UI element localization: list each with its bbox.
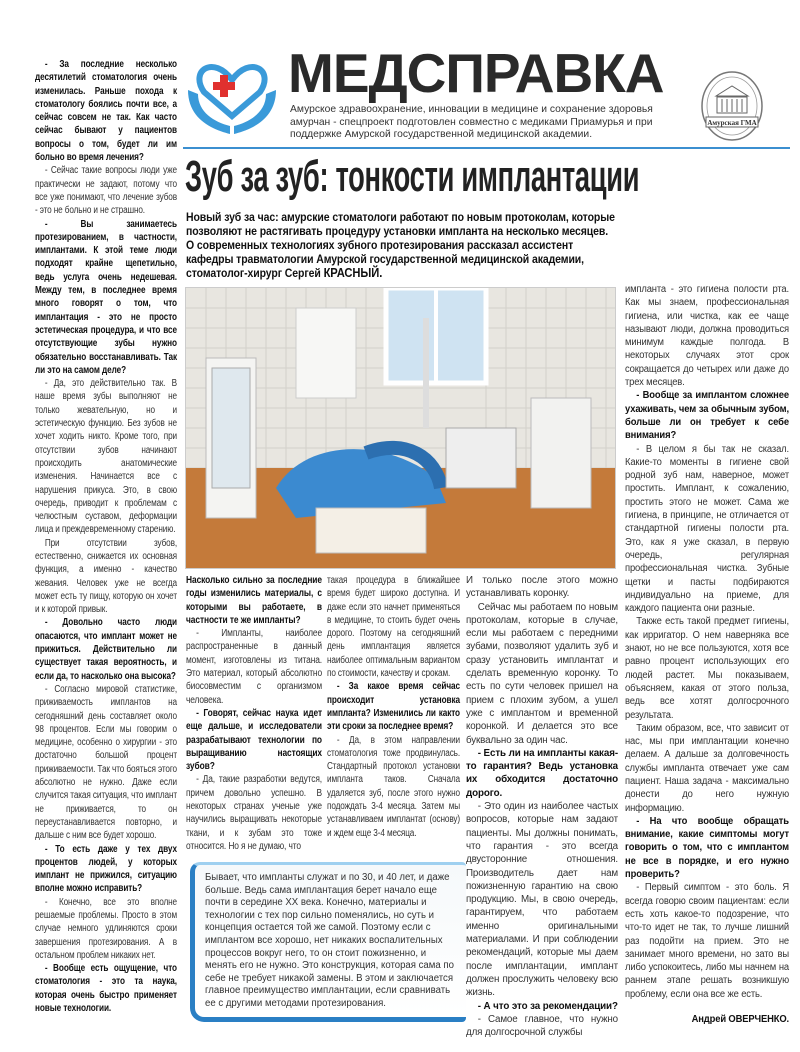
column-a [186,574,322,853]
interview-question: - Вы занимаетесь протезированием, в частности, имплантами. К этой теме люди подходят крайне щепетильно, ведь услуга очень недешевая. Между тем, в последнее время много говорят о том, что имплантация - это не просто эстетическая процедура, и что все отсутствующие зубы нужно обязательно восстанавливать. Так ли это на самом деле? [35,218,177,376]
interview-question: - То есть даже у тех двух процентов людей, у которых имплант не прижился, ситуацию вполне можно исправить? [35,843,177,895]
interview-answer: - Первый симптом - это боль. Я всегда говорю своим пациентам: если есть хоть какое-то подозрение, что что-то идет не так, то лучше лишний раз подойти на прием. Это не занимает много времени, но зато вы либо успокоитесь, либо мы начнем на раннем этапе решать возникшую проблему, если она все же есть. [625,882,789,1000]
interview-answer: - Да, такие разработки ведутся, причем довольно успешно. В некоторых странах ученые уже научились выращивать некоторые ткани, и к зубам это тоже относится. Но я не думаю, что [186,774,322,852]
medspravka-logo [184,50,280,138]
header-divider [183,147,790,149]
interview-answer: И только после этого можно устанавливать коронку. [466,575,618,600]
interview-answer: - Сейчас такие вопросы люди уже практически не задают, потому что все уже понимают, что лечение зубов - это не больно и не страшно. [35,165,177,217]
interview-answer: Также есть такой предмет гигиены, как ирригатор. О нем наверняка все знают, но не все пользуются, хотя все равно процент использующих его людей растет. Мы показываем, объясняем, какая от этого польза, ведь все хотят долгосрочного результата. [625,616,789,721]
interview-answer: импланта - это гигиена полости рта. Как мы знаем, профессиональная гигиена, или чистка, как ее чаще называют люди, должна проводиться минимум каждые полгода. В некоторых случаях этот срок сокращается до четырех или даже до трех месяцев. [625,284,789,389]
brand-title: МЕДСПРАВКА [288,42,664,104]
article-headline: Зуб за зуб: тонкости имплантации [185,152,640,201]
interview-question: Насколько сильно за последние годы изменились материалы, с которыми вы работаете, в частности те же импланты? [186,575,322,626]
interview-question: - Вообще есть ощущение, что стоматология - это та наука, которая очень быстро применяет новые технологии. [35,963,177,1015]
interview-question: - За последние несколько десятилетий стоматология очень изменилась. Раньше похода к стоматологу боялись почти все, а сейчас совсем не так. Как часто сейчас бывают у пациентов вопросы о том, будет ли им больно во время лечения? [35,59,177,164]
interview-question: - А что это за рекомендации? [477,1000,618,1012]
interview-question: - Говорят, сейчас наука идет еще дальше, и исследователи разрабатывают технологии по выращиванию настоящих зубов? [186,707,322,773]
interview-question: - Есть ли на импланты какая-то гарантия? Ведь установка их обходится достаточно дорого. [466,747,618,799]
academy-seal [700,70,764,142]
brand-subtitle: Амурское здравоохранение, инновации в медицине и сохранение здоровья амурчан - спецпроект подготовлен совместно с медиками Приамурья и при поддержке Амурской государственной медицинской академии. [290,104,653,140]
interview-question: - За какое время сейчас происходит установка импланта? Изменились ли както эти сроки за последнее время? [327,681,460,733]
column-right [625,283,789,1026]
column-b [327,574,460,840]
lead-text-1: Новый зуб за час: амурские стоматологи работают по новым протоколам, которые позволяют не растягивать процедуру установки импланта на несколько месяцев. [186,210,615,238]
dental-office-photo [185,287,616,569]
interview-question: - На что вообще обращать внимание, какие симптомы могут говорить о том, что с имплантом не все в порядке, и его нужно проверить? [625,815,789,881]
interview-question: - Довольно часто люди опасаются, что имплант может не прижиться. Действительно ли существует такая вероятность, и если да, то насколько она высока? [35,617,177,682]
lead-text-2: О современных технологиях зубного протезирования рассказал ассистент кафедры травматологии Амурской государственной медицинской академии, стоматолог-хирург Сергей [186,238,585,280]
heart-hands-cross-icon [184,50,280,138]
interview-question: - Вообще за имплантом сложнее ухаживать, чем за обычным зубом, больше ли он требует к себе внимания? [625,390,789,442]
pull-quote-text: Бывает, что импланты служат и по 30, и 40 лет, и даже больше. Ведь сама имплантация берет начало еще почти в середине XX века. Конечно, материалы и технологии с тех пор сильно поменялись, но суть и концепция остается той же самой. Поэтому если с имплантом все хорошо, нет никаких воспалительных процессов вокруг него, то он стоит пожизненно, и менять его не нужно. Это конструкция, которая сама по себе не требует никакой замены. В этом и заключается главное преимущество имплантации, если сравнивать ее с другими методами протезирования. [205,872,454,1009]
interview-answer: - В целом я бы так не сказал. Какие-то моменты в гигиене свой родной зуб нам, наверное, может простить. Имплант, к сожалению, простить этого не может. Сама же гигиена, в принципе, не отличается от стандартной гигиены полости рта. Это, как я уже сказал, в первую очередь, регулярная профессиональная чистка. Зубные щетки и пасты подбираются индивидуально на приеме, для каждого пациента они разные. [625,443,789,615]
pull-quote [190,862,466,1022]
interview-answer: такая процедура в ближайшее время будет широко доступна. И даже если это начнет применяться в медицине, то стоить будет очень дорого. Поэтому на сегодняшний день имплантация является наиболее оптимальным вариантом по стоимости, качеству и срокам. [327,575,460,680]
interview-answer: - Да, в этом направлении стоматология тоже продвинулась. Стандартный протокол установки импланта таков. Сначала удаляется зуб, после этого нужно подождать 3-4 месяца. Затем мы устанавливаем имплантат (основу) и ждем еще 3-4 месяца. [327,734,460,839]
lead-name: КРАСНЫЙ. [323,265,383,280]
interview-answer: Таким образом, все, что зависит от нас, мы при имплантации конечно делаем. А дальше за долговечность службы импланта отвечает уже сам пациент. Наша задача - максимально донести до него нужную информацию. [625,722,789,814]
interview-answer: - Конечно, все это вполне решаемые проблемы. Просто в этом случае немного удлиняются сроки завершения протезирования. А в остальном проблем никаких нет. [35,896,177,961]
column-left [35,58,177,1015]
interview-answer: - Это один из наиболее частых вопросов, которые нам задают пациенты. Мы должны понимать, что гарантия - это всегда двусторонние отношения. Производитель дает нам пожизненную гарантию на свою продукцию. Мы, в свою очередь, гарантируем, что работаем именно оригинальными материалами. И при соблюдении рекомендаций, которые мы даем после имплантации, имплант должен прослужить человеку всю жизнь. [466,801,618,999]
column-c [466,574,618,1039]
interview-answer: - Согласно мировой статистике, приживаемость имплантов на сегодняшний день составляет около 98 процентов. Если мы говорим о медицине, особенно о хирургии - это достаточно большой процент приживаемости. Так что бояться этого абсолютно не нужно. Даже если случится такая ситуация, что имплант не приживается, то он переустанавливается повторно, и дальше с ним все будет хорошо. [35,683,177,842]
interview-answer: При отсутствии зубов, естественно, снижается их основная функция, а именно - качество жевания. Человек уже не всегда может есть ту пищу, которую он хочет и к которой привык. [35,537,177,616]
seal-text: Амурская ГМА [707,119,757,127]
interview-answer: Сейчас мы работаем по новым протоколам, которые в случае, если мы работаем с передними зубами, позволяют удалить зуб и сразу установить имплантат и сделать временную коронку. То есть по сути человек пришел на прием с плохим зубом, а ушел уже с имплантом и временной коронкой. И делается это все буквально за один час. [466,601,618,746]
interview-answer: - Да, это действительно так. В наше время зубы выполняют не только жевательную, но и эстетическую функцию. Без зубов не хочет ходить никто. Кроме того, при отсутствии зубов начинают происходить анатомические изменения. Начинается все с нарушения прикуса. Это, в свою очередь, приводит к проблемам с челюстным суставом, деформации лица и преждевременному старению. [35,378,177,536]
author-signature: Андрей ОВЕРЧЕНКО. [691,1014,789,1026]
interview-answer: - Самое главное, что нужно для долгосрочной службы [466,1013,618,1039]
interview-answer: - Импланты, наиболее распространенные в данный момент, изготовлены из титана. Это материал, который абсолютно биосовместим с организмом человека. [186,628,322,706]
article-lead [186,210,618,280]
